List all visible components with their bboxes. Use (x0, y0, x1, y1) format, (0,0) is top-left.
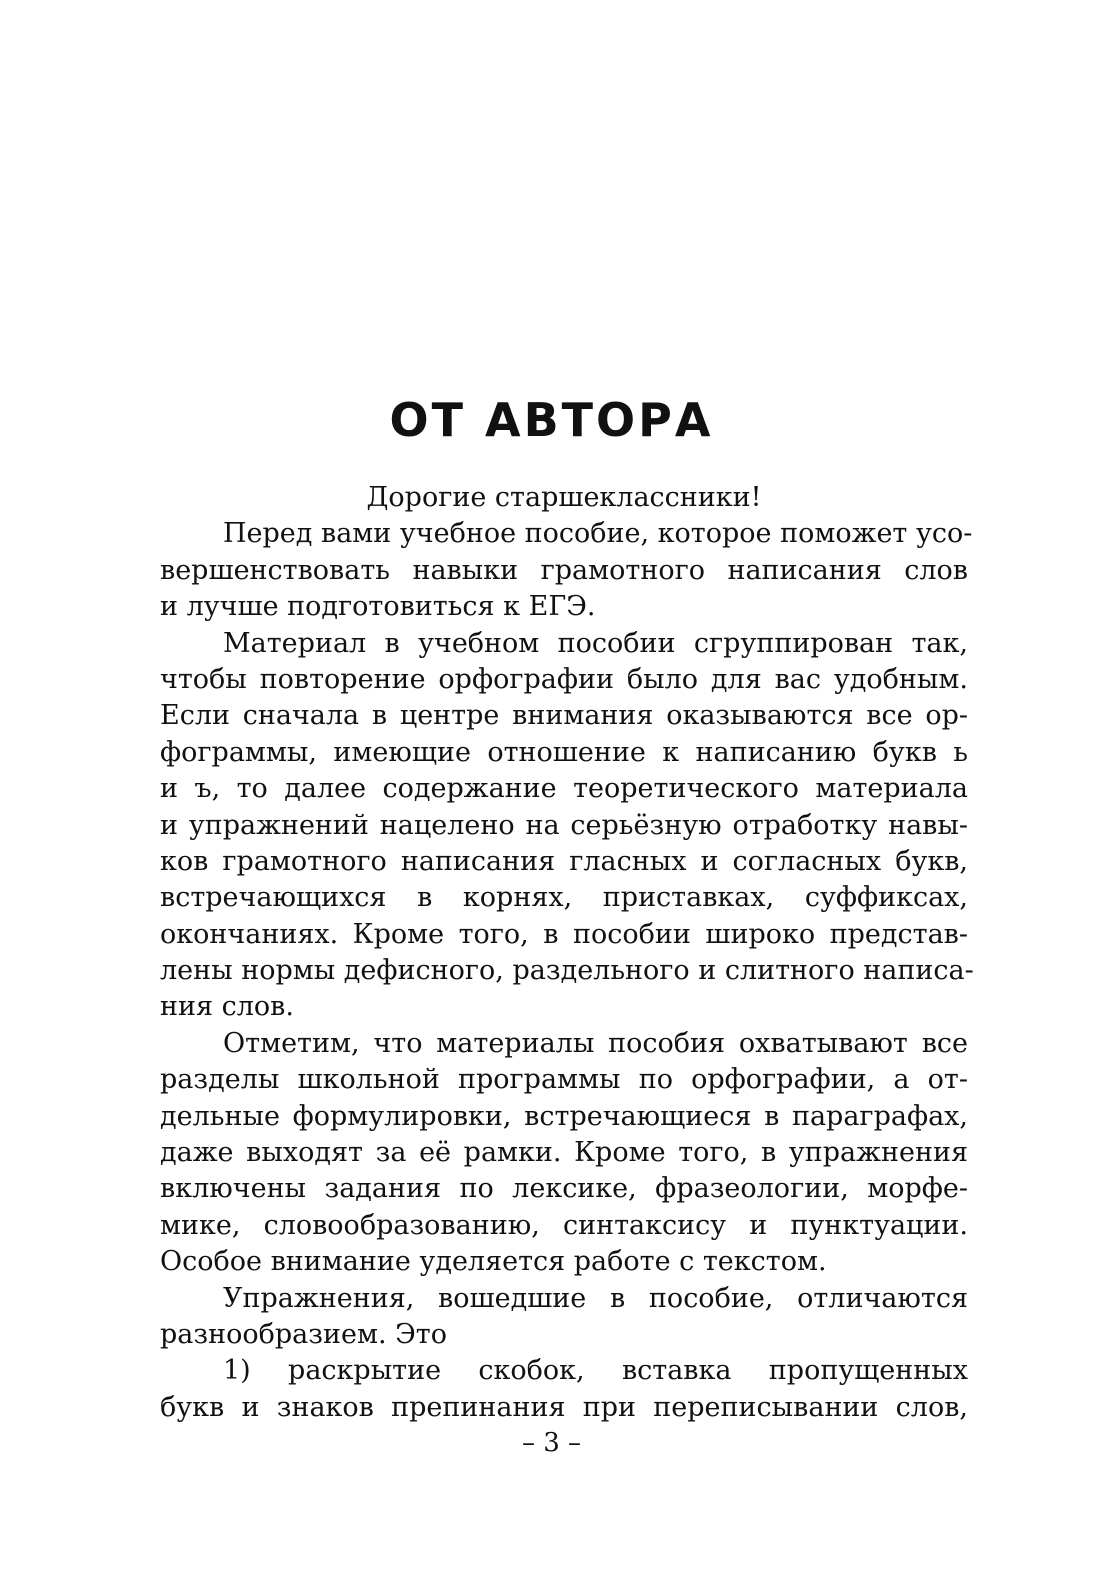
text-line: Упражнения, вошедшие в пособие, отличаются (223, 1282, 968, 1314)
text-line: Перед вами учебное пособие, которое поможет усо- (223, 518, 973, 550)
text-line: даже выходят за её рамки. Кроме того, в упражнения (160, 1137, 968, 1169)
text-line: и лучше подготовиться к ЕГЭ. (160, 591, 596, 623)
text-line: разделы школьной программы по орфографии, а от- (160, 1064, 968, 1096)
text-line: дельные формулировки, встречающиеся в параграфах, (160, 1100, 968, 1132)
text-line: ния слов. (160, 991, 294, 1023)
body-text (160, 480, 974, 1426)
text-line: Если сначала в центре внимания оказываются все ор- (160, 700, 968, 732)
text-line: и ъ, то далее содержание теоретического материала (160, 773, 968, 805)
text-line: мике, словообразованию, синтаксису и пунктуации. (160, 1209, 968, 1241)
text-line: окончаниях. Кроме того, в пособии широко представ- (160, 918, 968, 950)
text-line: фограммы, имеющие отношение к написанию букв ь (160, 736, 968, 768)
text-line: и упражнений нацелено на серьёзную отработку навы- (160, 809, 968, 841)
page-number: – 3 – (521, 1428, 582, 1458)
text-line: Отметим, что материалы пособия охватывают все (223, 1027, 968, 1059)
text-line: Особое внимание уделяется работе с текстом. (160, 1246, 827, 1278)
greeting-line: Дорогие старшеклассники! (366, 482, 762, 513)
text-line: вершенствовать навыки грамотного написания слов (160, 554, 968, 586)
text-line: ков грамотного написания гласных и согласных букв, (160, 845, 968, 877)
text-line: чтобы повторение орфографии было для вас удобным. (160, 663, 968, 695)
text-line: 1) раскрытие скобок, вставка пропущенных (223, 1355, 968, 1387)
text-line: Материал в учебном пособии сгруппирован так, (223, 627, 968, 659)
text-line: разнообразием. Это (160, 1318, 447, 1350)
text-line: лены нормы дефисного, раздельного и слитного написа- (160, 955, 974, 987)
text-line: встречающихся в корнях, приставках, суффиксах, (160, 882, 968, 914)
page-heading: ОТ АВТОРА (389, 393, 714, 447)
text-line: включены задания по лексике, фразеологии, морфе- (160, 1173, 968, 1205)
text-line: букв и знаков препинания при переписывании слов, (160, 1391, 968, 1423)
